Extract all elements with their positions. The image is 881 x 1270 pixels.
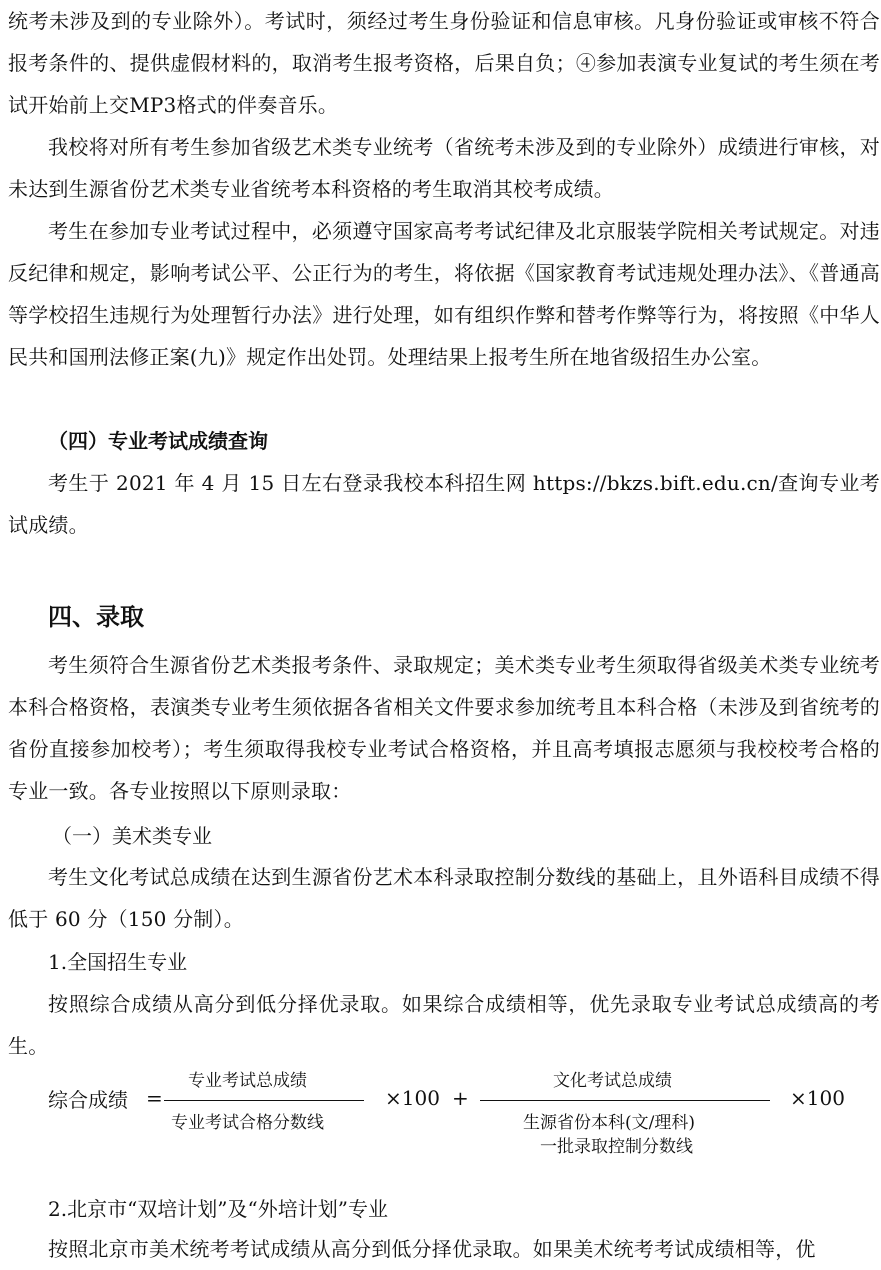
fraction2-numerator: 文化考试总成绩 <box>553 1071 672 1091</box>
section-heading-admission: 四、录取 <box>48 602 144 631</box>
formula-equals: = <box>146 1086 163 1110</box>
subheading-art-majors: （一）美术类专业 <box>52 824 212 848</box>
item-beijing-programs: 2.北京市“双培计划”及“外培计划”专业 <box>48 1197 388 1221</box>
formula-plus: + <box>452 1086 469 1110</box>
paragraph-beijing-admission: 按照北京市美术统考考试成绩从高分到低分择优录取。如果美术统考考试成绩相等，优 <box>48 1237 816 1261</box>
multiply-100-second: ×100 <box>790 1086 845 1110</box>
fraction2-denominator-line2: 一批录取控制分数线 <box>540 1137 693 1157</box>
paragraph-exam-discipline: 考生在参加专业考试过程中，必须遵守国家高考考试纪律及北京服装学院相关考试规定。对违反纪律和规定，影响考试公平、公正行为的考生，将依据《国家教育考试违规处理办法》、《普通高等学校招生违规行为处理暂行办法》进行处理，如有组织作弊和替考作弊等行为，将按照《中华人民共和国刑法修正案(九)》规定作出处罚。处理结果上报考生所在地省级招生办公室。 <box>8 219 880 369</box>
fraction2-denominator-line1: 生源省份本科(文/理科) <box>523 1113 695 1133</box>
fraction1-numerator: 专业考试总成绩 <box>188 1071 307 1091</box>
paragraph-score-query: 考生于 2021 年 4 月 15 日左右登录我校本科招生网 https://bkzs.bift.edu.cn/查询专业考试成绩。 <box>8 471 880 537</box>
composite-score-formula <box>0 1060 881 1170</box>
paragraph-exam-verification: 统考未涉及到的专业除外）。考试时，须经过考生身份验证和信息审核。凡身份验证或审核不符合报考条件的、提供虚假材料的，取消考生报考资格，后果自负；④参加表演专业复试的考生须在考试开始前上交MP3格式的伴奏音乐。 <box>8 9 880 117</box>
fraction1-denominator: 专业考试合格分数线 <box>171 1113 324 1133</box>
formula-label: 综合成绩 <box>48 1088 128 1112</box>
multiply-100-first: ×100 <box>385 1086 440 1110</box>
paragraph-score-review: 我校将对所有考生参加省级艺术类专业统考（省统考未涉及到的专业除外）成绩进行审核，对未达到生源省份艺术类专业省统考本科资格的考生取消其校考成绩。 <box>8 135 880 201</box>
fraction2-bar <box>480 1100 770 1101</box>
subheading-score-query: （四）专业考试成绩查询 <box>48 429 268 453</box>
fraction1-bar <box>164 1100 364 1101</box>
paragraph-admission-requirements: 考生须符合生源省份艺术类报考条件、录取规定；美术类专业考生须取得省级美术类专业统考本科合格资格，表演类专业考生须依据各省相关文件要求参加统考且本科合格（未涉及到省统考的省份直接参加校考）；考生须取得我校专业考试合格资格，并且高考填报志愿须与我校校考合格的专业一致。各专业按照以下原则录取： <box>8 653 880 803</box>
item-national-majors: 1.全国招生专业 <box>48 950 188 974</box>
paragraph-national-admission: 按照综合成绩从高分到低分择优录取。如果综合成绩相等，优先录取专业考试总成绩高的考生。 <box>8 992 880 1058</box>
paragraph-culture-score: 考生文化考试总成绩在达到生源省份艺术本科录取控制分数线的基础上，且外语科目成绩不得低于 60 分（150 分制）。 <box>8 865 880 931</box>
